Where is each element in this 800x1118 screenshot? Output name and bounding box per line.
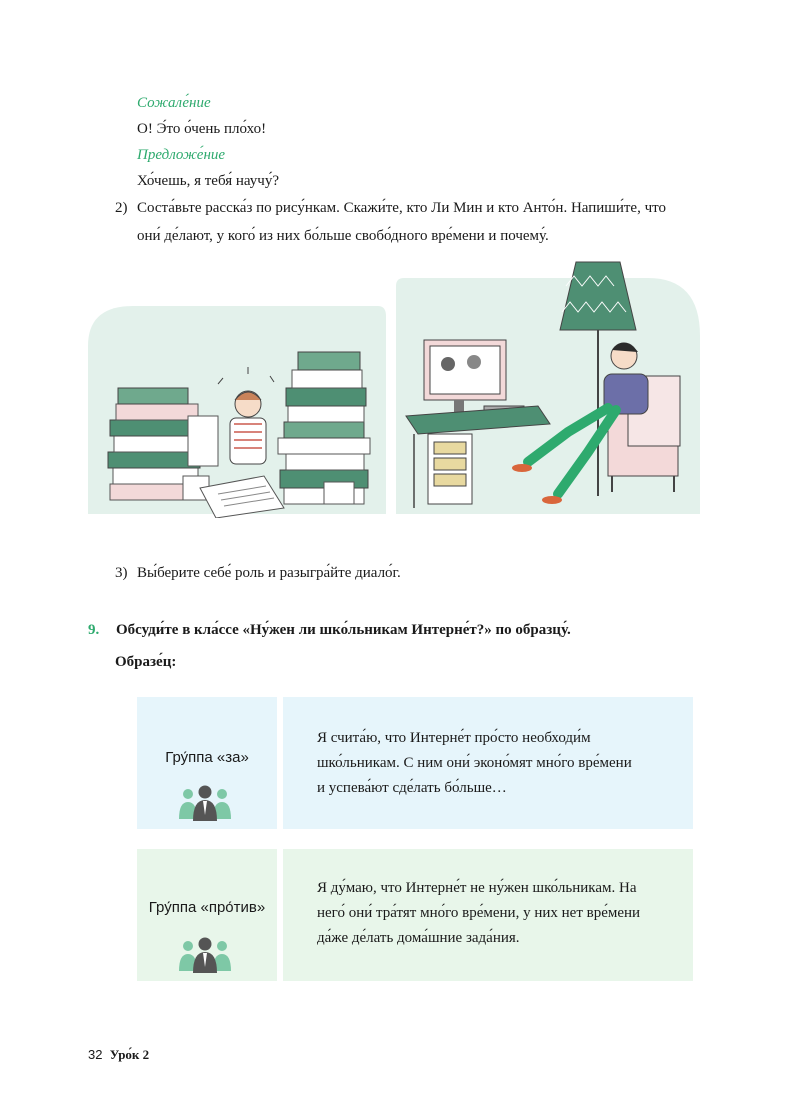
group-against-card (137, 849, 693, 981)
regret-line: О! Э́то о́чень пло́хо! (137, 121, 267, 137)
page-footer (88, 1047, 149, 1063)
task2-number: 2) (115, 200, 128, 216)
offer-label: Предложе́ние (137, 147, 226, 163)
exercise9-heading (88, 619, 571, 641)
regret-label: Сожале́ние (137, 95, 211, 111)
group-against-label: Гру́ппа «про́тив» (148, 899, 266, 916)
people-group-icon (177, 937, 233, 973)
offer-line: Хо́чешь, я тебя́ научу́? (137, 173, 279, 189)
lesson-label: Уро́к 2 (109, 1047, 150, 1062)
exercise9-title: Обсуди́те в кла́ссе «Ну́жен ли шко́льникам Интерне́т?» по образцу́. (116, 622, 571, 638)
group-against-line2: него́ они́ тра́тят мно́го вре́мени, у них нет вре́мени (317, 905, 641, 921)
group-for-line2: шко́льникам. С ним они́ эконо́мят мно́го вре́мени (317, 755, 632, 771)
group-for-line3: и успева́ют сде́лать бо́льше… (317, 780, 507, 796)
group-for-label-cell (137, 697, 277, 829)
group-against-label-cell (137, 849, 277, 981)
comic-illustration (88, 256, 700, 518)
group-for-label: Гру́ппа «за» (165, 749, 249, 766)
group-against-line3: да́же де́лать дома́шние зада́ния. (317, 930, 520, 946)
task3-text: Вы́берите себе́ роль и разыгра́йте диало́г. (137, 565, 401, 581)
group-against-text-cell (283, 849, 693, 981)
task2-text-line1: Соста́вьте расска́з по рису́нкам. Скажи́те, кто Ли Мин и кто Анто́н. Напиши́те, что (137, 200, 666, 216)
group-for-line1: Я счита́ю, что Интерне́т про́сто необходи́м (317, 730, 591, 746)
group-against-line1: Я ду́маю, что Интерне́т не ну́жен шко́льникам. На (317, 880, 637, 896)
books-stack-right-icon (278, 352, 370, 504)
illustration-svg (88, 256, 700, 518)
group-for-text-cell (283, 697, 693, 829)
task3-number: 3) (115, 565, 128, 581)
task3-line (115, 562, 401, 584)
sample-label: Образе́ц: (115, 654, 177, 670)
people-group-icon (177, 785, 233, 821)
page-number: 32 (88, 1047, 103, 1062)
task2-line1 (115, 197, 666, 219)
exercise9-number: 9. (88, 622, 100, 638)
group-for-card (137, 697, 693, 829)
task2-line2: они́ де́лают, у кого́ из них бо́льше свобо́дного вре́мени и почему́. (137, 228, 549, 244)
